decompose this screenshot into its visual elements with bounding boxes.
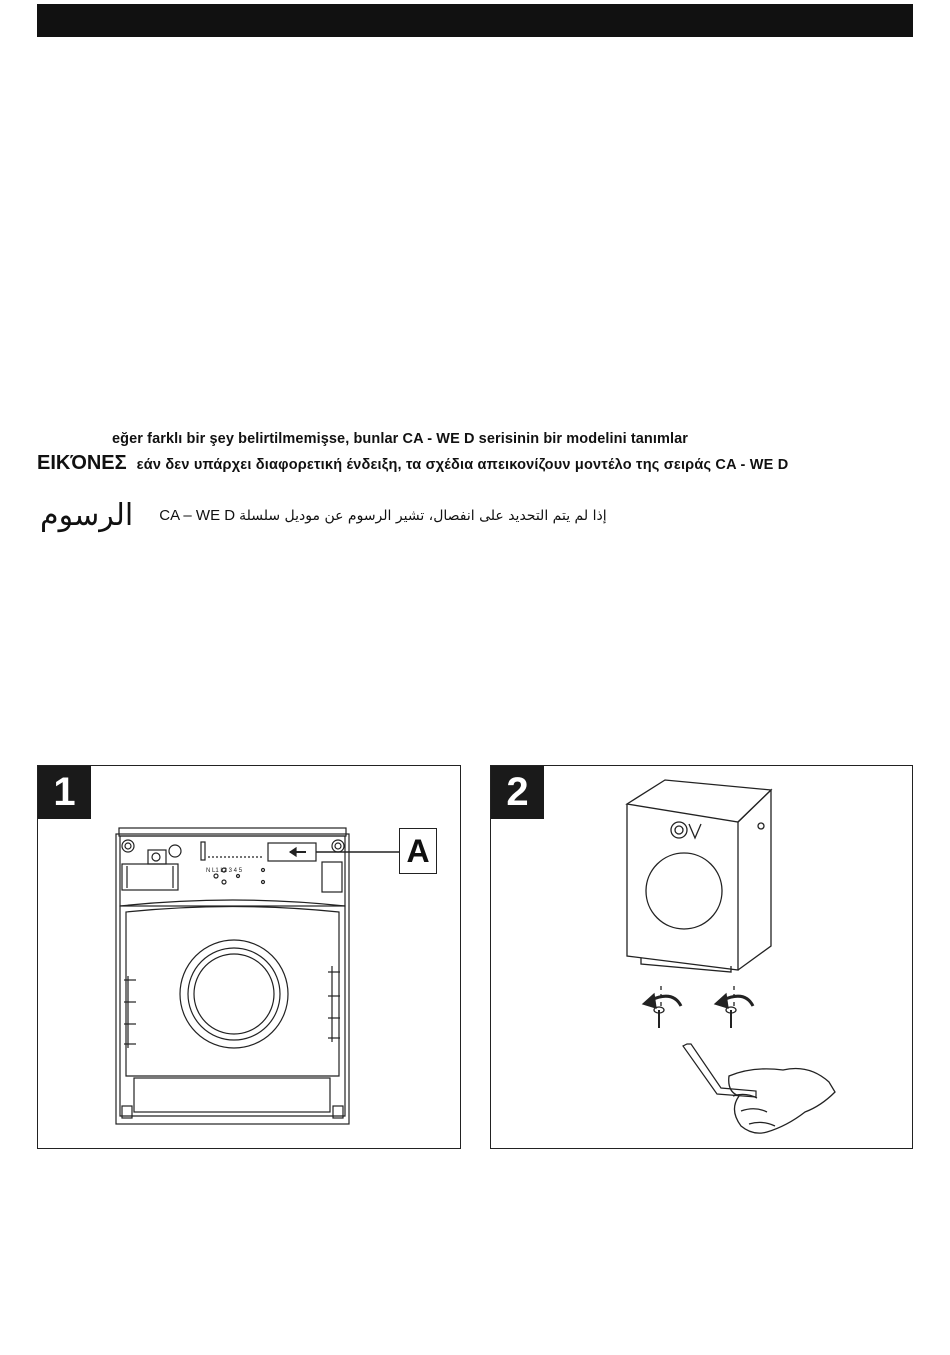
caption-greek: εάν δεν υπάρχει διαφορετική ένδειξη, τα σχέδια απεικονίζουν μοντέλο της σειράς CA - WE D bbox=[136, 457, 789, 473]
caption-greek-line bbox=[37, 452, 788, 475]
figure-2-number: 2 bbox=[491, 766, 544, 819]
caption-turkish: eğer farklı bir şey belirtilmemişse, bunlar CA - WE D serisinin bir modelini tanımlar bbox=[112, 431, 689, 447]
figure-2-drawing bbox=[491, 766, 914, 1150]
caption-arabic-title: الرسوم bbox=[40, 498, 134, 533]
terminal-labels: N L1 L2 3 4 5 bbox=[206, 868, 243, 874]
figure-1-number: 1 bbox=[38, 766, 91, 819]
header-bar bbox=[37, 4, 913, 37]
caption-arabic-line bbox=[40, 498, 607, 533]
caption-arabic: إذا لم يتم التحديد على انفصال، تشير الرسوم عن موديل سلسلة bbox=[239, 507, 607, 524]
figure-2-panel bbox=[490, 765, 913, 1149]
caption-greek-title: ΕΙΚΌΝΕΣ bbox=[37, 452, 127, 474]
callout-label: A bbox=[399, 828, 437, 874]
figure-1-panel bbox=[37, 765, 461, 1149]
figure-1-drawing bbox=[38, 766, 462, 1150]
caption-arabic-model: CA – WE D bbox=[159, 507, 236, 524]
